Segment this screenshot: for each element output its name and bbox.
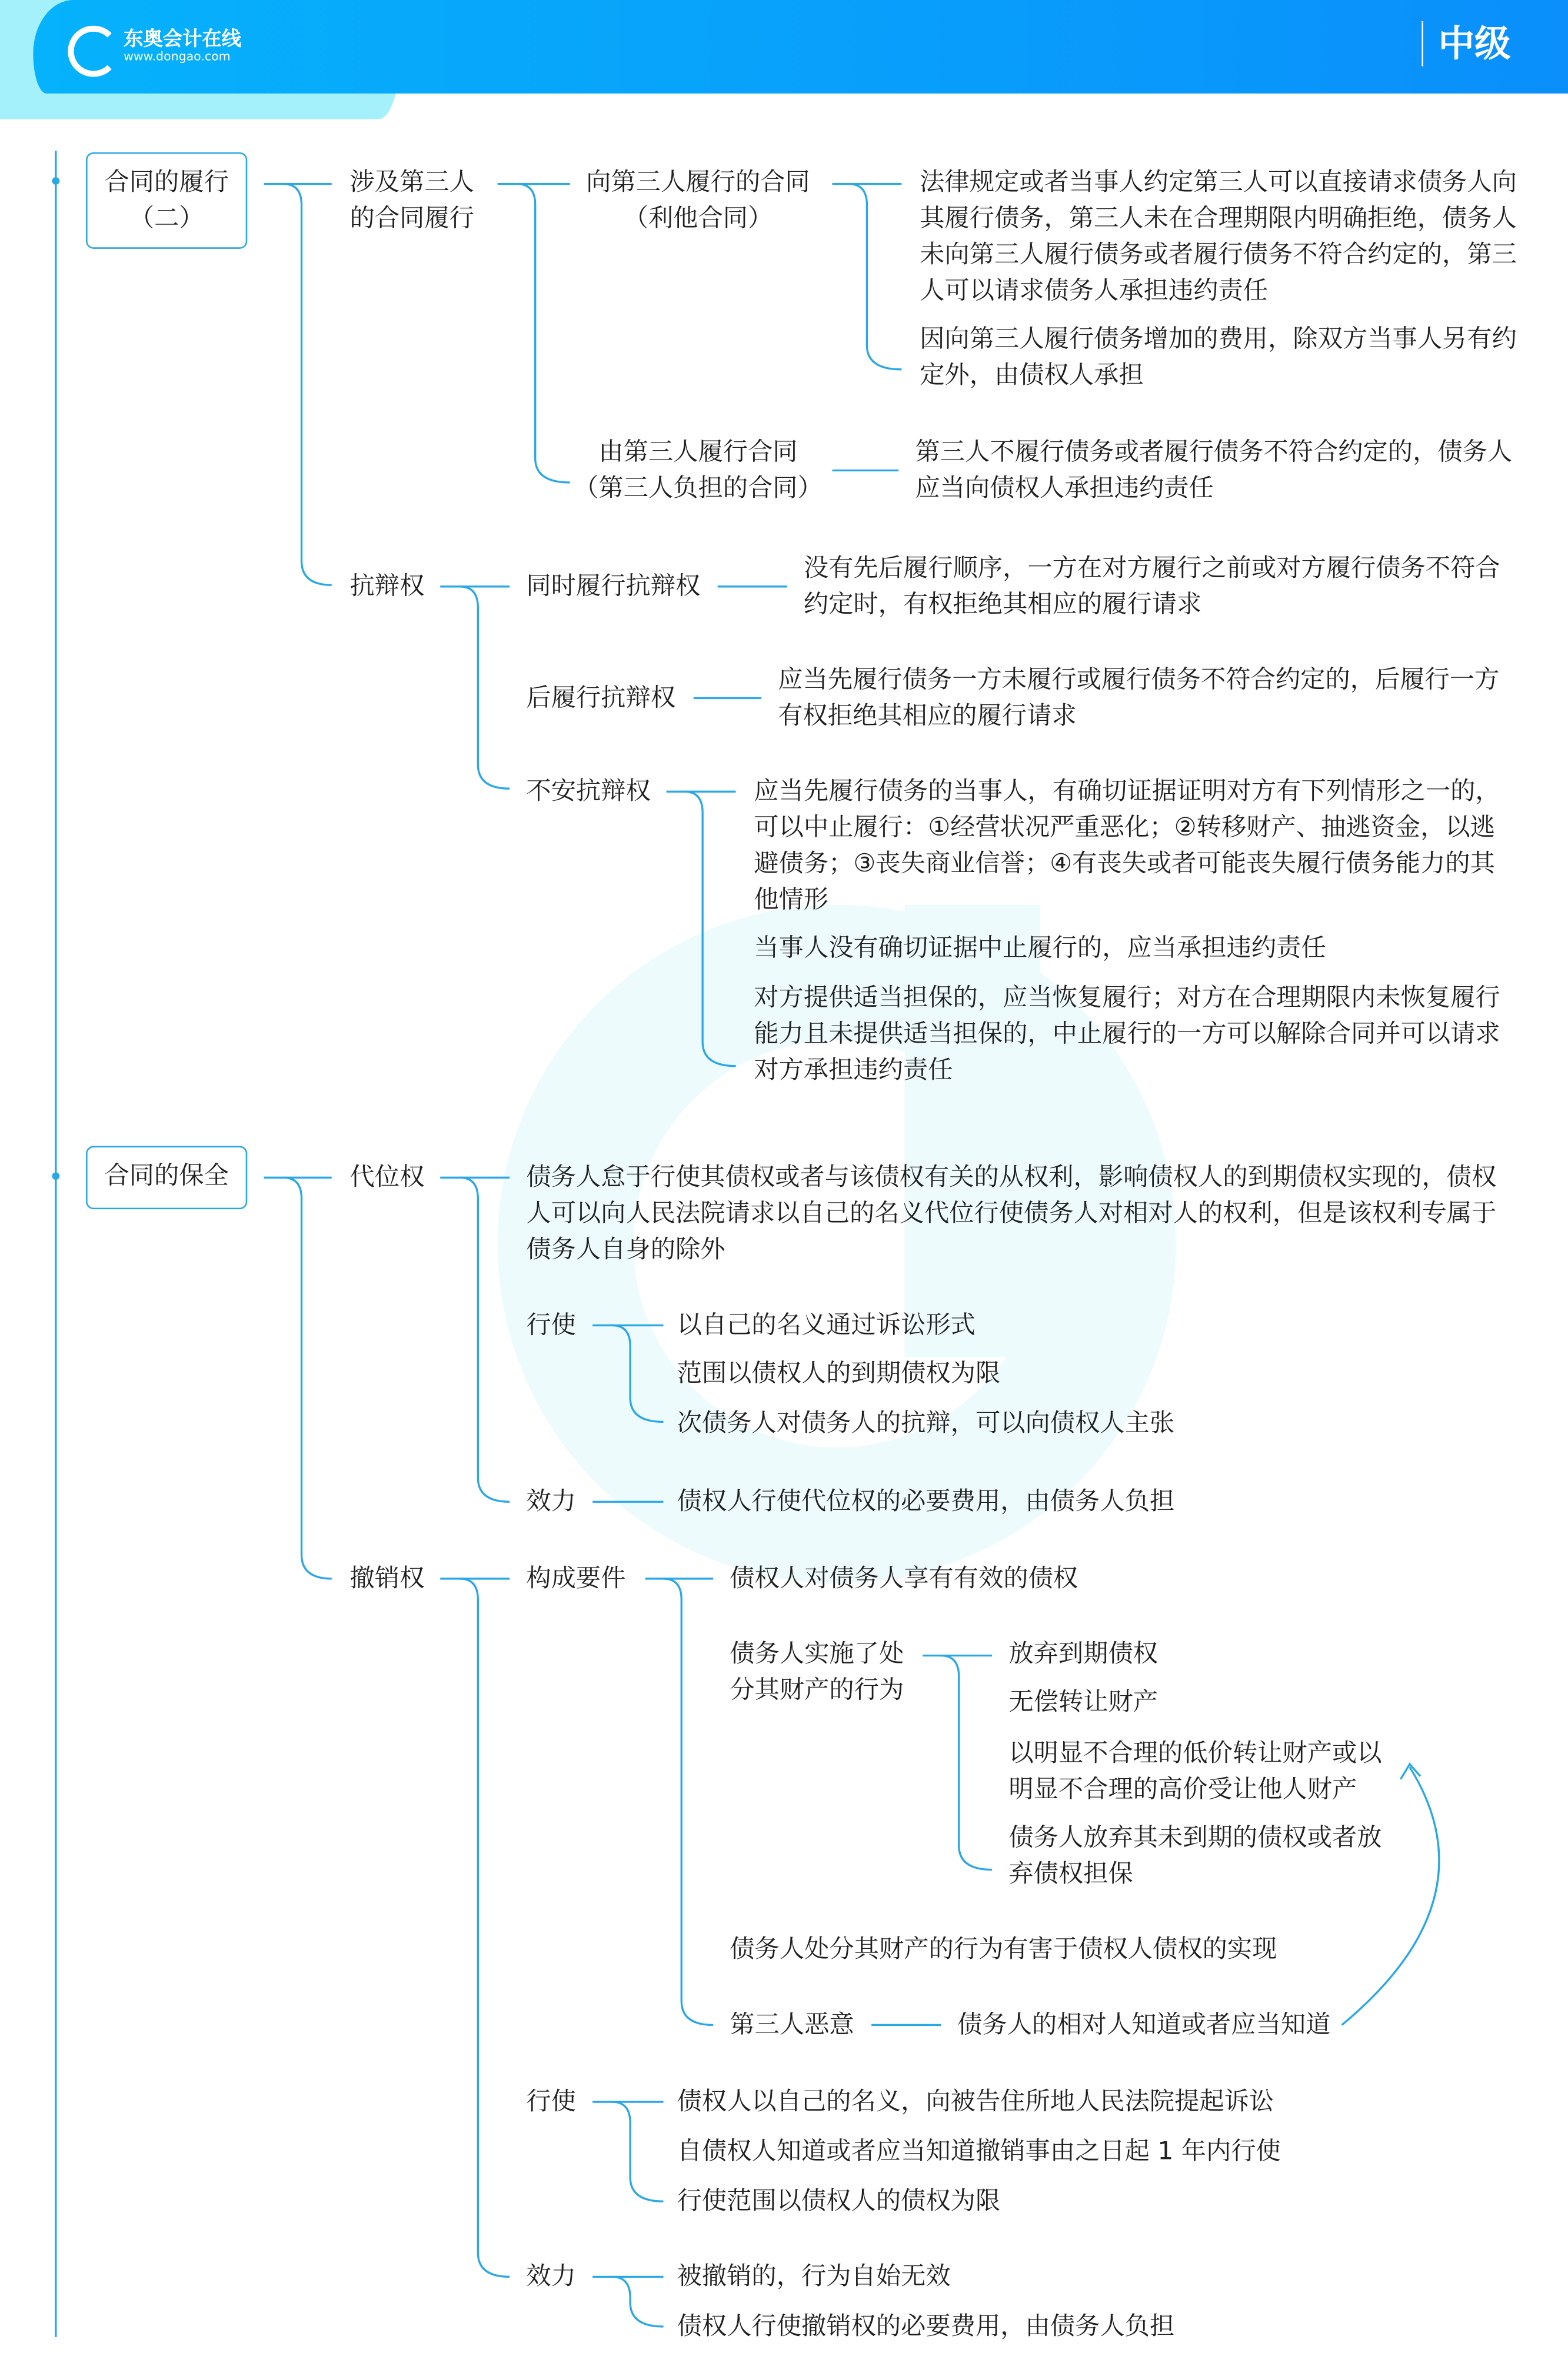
bracket-line: [460, 1177, 510, 1502]
node-third-party: 涉及第三人 的合同履行: [349, 167, 474, 232]
point: 以明显不合理的低价转让财产或以 明显不合理的高价受让他人财产: [1008, 1738, 1382, 1803]
point: 债务人处分其财产的行为有害于债权人债权的实现: [730, 1934, 1277, 1964]
bracket-line: [284, 1177, 332, 1579]
node-preservation-root: 合同的保全: [86, 1146, 247, 1210]
brand-url: www.dongao.com: [124, 49, 231, 64]
point: 行使范围以债权人的债权为限: [677, 2186, 1001, 2215]
point: 债权人行使撤销权的必要费用，由债务人负担: [677, 2311, 1175, 2340]
bracket-line: [612, 2102, 663, 2201]
point: 债务人的相对人知道或者应当知道: [957, 2009, 1331, 2039]
point: 次债务人对债务人的抗辩，可以向债权人主张: [677, 1408, 1175, 1437]
point: 债权人以自己的名义，向被告住所地人民法院提起诉讼: [677, 2087, 1274, 2116]
node-elements: 构成要件: [526, 1563, 626, 1592]
bracket-line: [612, 2277, 663, 2327]
point: 第三人不履行债务或者履行债务不符合约定的，债务人 应当向债权人承担违约责任: [915, 437, 1513, 503]
bracket-line: [612, 1325, 663, 1422]
node-rev-effect: 效力: [526, 2261, 576, 2291]
node-defense: 抗辩权: [349, 571, 425, 600]
spine-dot: [52, 177, 59, 185]
bracket-line: [460, 587, 510, 788]
node-insecurity: 不安抗辩权: [526, 776, 651, 806]
node-later: 后履行抗辩权: [526, 683, 675, 712]
node-revocation: 撤销权: [349, 1563, 425, 1592]
node-malice: 第三人恶意: [730, 2009, 854, 2039]
node-sub-effect: 效力: [526, 1486, 576, 1516]
bracket-line: [664, 1579, 714, 2025]
point: 自债权人知道或者应当知道撤销事由之日起 1 年内行使: [677, 2137, 1281, 2165]
node-performance-root: 合同的履行 （二）: [86, 152, 247, 249]
point: 债权人对债务人享有有效的债权: [730, 1563, 1078, 1592]
point: 应当先履行债务一方未履行或履行债务不符合约定的，后履行一方 有权拒绝其相应的履行请求: [778, 665, 1500, 730]
point: 法律规定或者当事人约定第三人可以直接请求债务人向 其履行债务，第三人未在合理期限内明确拒绝，债务人 未向第三人履行债务或者履行债务不符合约定的，第三 人可以请求债务人承担违约责任: [920, 167, 1517, 305]
point: 范围以债权人的到期债权为限: [677, 1358, 1001, 1387]
node-simultaneous: 同时履行抗辩权: [526, 571, 701, 600]
bracket-line: [460, 1579, 510, 2277]
bracket-line: [684, 791, 735, 1066]
point: 债务人放弃其未到期的债权或者放 弃债权担保: [1008, 1823, 1382, 1888]
node-rev-exercise: 行使: [526, 2087, 576, 2116]
point: 因向第三人履行债务增加的费用，除双方当事人另有约 定外，由债权人承担: [920, 324, 1517, 390]
node-disposal: 债务人实施了处 分其财产的行为: [730, 1639, 904, 1704]
node-subrogation: 代位权: [349, 1162, 425, 1192]
point: 当事人没有确切证据中止履行的，应当承担违约责任: [754, 933, 1326, 962]
level-label: 中级: [1421, 21, 1510, 66]
arrow-head-icon: [1401, 1764, 1420, 1779]
point: 无偿转让财产: [1008, 1687, 1158, 1716]
point: 对方提供适当担保的，应当恢复履行；对方在合理期限内未恢复履行 能力且未提供适当担保的，中止履行的一方可以解除合同并可以请求 对方承担违约责任: [754, 983, 1500, 1084]
node-to-third: 向第三人履行的合同 （利他合同）: [586, 167, 810, 232]
spine-dot: [52, 1172, 59, 1180]
bracket-line: [849, 184, 902, 370]
brand-name: 东奥会计在线: [124, 28, 242, 52]
node-by-third: 由第三人履行合同 （第三人负担的合同）: [574, 437, 823, 503]
bracket-line: [284, 184, 332, 585]
point: 债务人怠于行使其债权或者与该债权有关的从权利，影响债权人的到期债权实现的，债权 人可以向人民法院请求以自己的名义代位行使债务人对相对人的权利，但是该权利专属于 债务人自身的除外: [526, 1162, 1497, 1264]
node-sub-exercise: 行使: [526, 1310, 576, 1339]
point: 放弃到期债权: [1008, 1639, 1158, 1668]
bracket-line: [941, 1656, 992, 1870]
point: 以自己的名义通过诉讼形式: [677, 1310, 976, 1339]
point: 没有先后履行顺序，一方在对方履行之前或对方履行债务不符合 约定时，有权拒绝其相应的履行请求: [803, 553, 1500, 618]
point: 被撤销的，行为自始无效: [677, 2261, 951, 2291]
point: 债权人行使代位权的必要费用，由债务人负担: [677, 1486, 1175, 1516]
point: 应当先履行债务的当事人，有确切证据证明对方有下列情形之一的， 可以中止履行：①经营状况严重恶化；②转移财产、抽逃资金，以逃 避债务；③丧失商业信誉；④有丧失或者可能丧失履行债务能力的其 他情形: [754, 776, 1500, 914]
